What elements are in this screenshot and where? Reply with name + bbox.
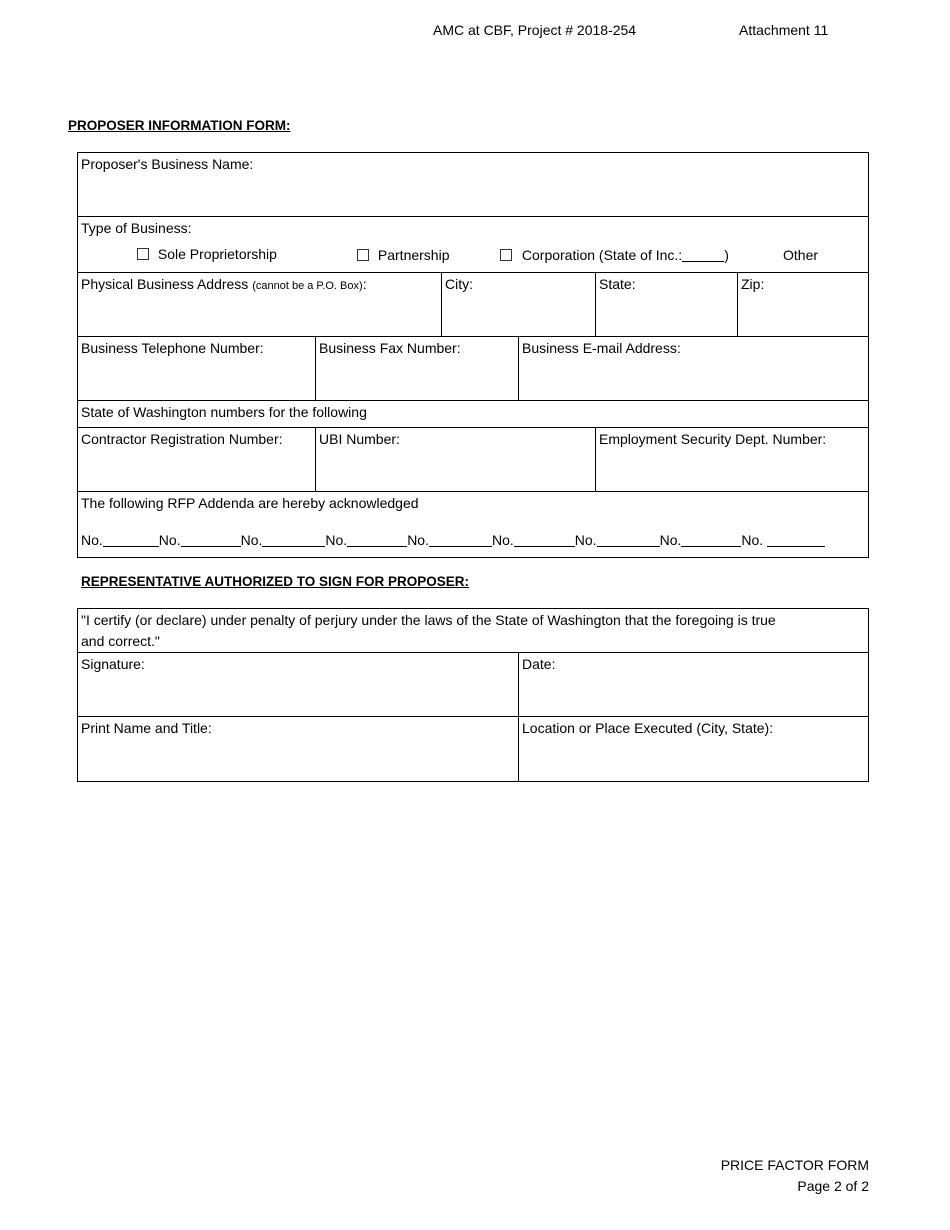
representative-title: REPRESENTATIVE AUTHORIZED TO SIGN FOR PROPOSER:: [81, 574, 470, 589]
zip-label: Zip:: [741, 276, 765, 292]
attachment-header: Attachment 11: [739, 22, 829, 38]
addenda-blank[interactable]: [681, 533, 741, 547]
representative-table: [77, 608, 869, 782]
addenda-blank[interactable]: [429, 533, 492, 547]
business-name-label: Proposer's Business Name:: [81, 156, 254, 172]
signature-label: Signature:: [81, 656, 145, 672]
col-divider: [518, 652, 519, 782]
address-colon: :: [362, 276, 367, 292]
addenda-no: No.: [741, 532, 764, 548]
type-of-business-label: Type of Business:: [81, 220, 192, 236]
option-sole-proprietorship[interactable]: [137, 246, 277, 263]
partnership-label: Partnership: [377, 247, 450, 263]
addenda-no: No.: [81, 532, 103, 548]
addenda-no: No.: [407, 532, 429, 548]
contractor-registration-label: Contractor Registration Number:: [81, 431, 283, 447]
addenda-no: No.: [240, 532, 263, 548]
state-of-inc-blank[interactable]: [682, 248, 724, 262]
col-divider: [595, 427, 596, 491]
addenda-blank[interactable]: [597, 533, 660, 547]
fax-label: Business Fax Number:: [319, 340, 461, 356]
col-divider: [315, 336, 316, 400]
row-divider: [77, 427, 869, 428]
row-divider: [77, 336, 869, 337]
addenda-no: No.: [491, 532, 514, 548]
row-divider: [77, 272, 869, 273]
addenda-no: No.: [325, 532, 348, 548]
row-divider: [77, 400, 869, 401]
addenda-blank[interactable]: [767, 533, 825, 547]
location-label: Location or Place Executed (City, State):: [522, 720, 774, 736]
addenda-blank[interactable]: [262, 533, 325, 547]
address-label-group: [81, 276, 367, 295]
addenda-no: No.: [158, 532, 181, 548]
corporation-label: Corporation (State of Inc.:: [521, 247, 683, 263]
city-label: City:: [445, 276, 473, 292]
address-note: (cannot be a P.O. Box): [252, 280, 363, 292]
partnership-checkbox[interactable]: [357, 249, 369, 261]
option-partnership[interactable]: [357, 247, 449, 264]
row-divider: [77, 216, 869, 217]
col-divider: [595, 272, 596, 336]
state-label: State:: [599, 276, 636, 292]
certify-line-1: "I certify (or declare) under penalty of perjury under the laws of the State of Washington that the foregoing is true: [81, 612, 776, 628]
certify-line-2: and correct.": [81, 633, 160, 649]
option-corporation[interactable]: [500, 247, 729, 264]
row-divider: [77, 652, 869, 653]
addenda-blank[interactable]: [514, 533, 575, 547]
corporation-checkbox[interactable]: [500, 249, 512, 261]
wa-numbers-label: State of Washington numbers for the following: [81, 404, 367, 420]
addenda-label: The following RFP Addenda are hereby acknowledged: [81, 495, 419, 511]
esd-label: Employment Security Dept. Number:: [599, 431, 827, 447]
other-label: Other: [783, 247, 819, 263]
row-divider: [77, 491, 869, 492]
addenda-blank[interactable]: [181, 533, 241, 547]
proposer-form-title: PROPOSER INFORMATION FORM:: [68, 118, 291, 133]
col-divider: [315, 427, 316, 491]
addenda-blank[interactable]: [347, 533, 407, 547]
email-label: Business E-mail Address:: [522, 340, 681, 356]
page-number-footer: Page 2 of 2: [797, 1178, 869, 1194]
print-name-label: Print Name and Title:: [81, 720, 212, 736]
sole-proprietorship-checkbox[interactable]: [137, 248, 149, 260]
date-label: Date:: [522, 656, 556, 672]
addenda-no: No.: [659, 532, 682, 548]
form-name-footer: PRICE FACTOR FORM: [720, 1157, 869, 1173]
ubi-label: UBI Number:: [319, 431, 400, 447]
address-label: Physical Business Address: [81, 276, 249, 292]
col-divider: [441, 272, 442, 336]
phone-label: Business Telephone Number:: [81, 340, 264, 356]
sole-proprietorship-label: Sole Proprietorship: [157, 246, 277, 262]
col-divider: [737, 272, 738, 336]
project-header: AMC at CBF, Project # 2018-254: [433, 22, 637, 38]
row-divider: [77, 716, 869, 717]
addenda-numbers: [81, 532, 825, 549]
corporation-close: ): [724, 247, 729, 263]
col-divider: [518, 336, 519, 400]
addenda-blank[interactable]: [103, 533, 159, 547]
addenda-no: No.: [574, 532, 597, 548]
